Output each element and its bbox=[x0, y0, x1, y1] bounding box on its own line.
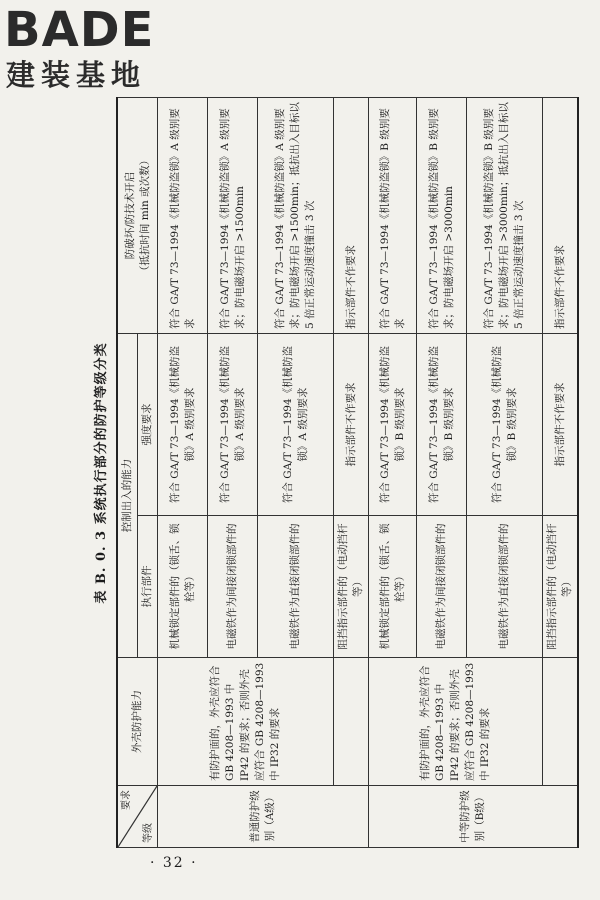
strength-cell: 符合 GA/T 73—1994《机械防盗锁》B 级别要求 bbox=[467, 334, 543, 516]
destructive-cell: 指示部件不作要求 bbox=[543, 98, 579, 334]
rotated-table-block bbox=[88, 98, 573, 848]
header-anti-destruction bbox=[117, 98, 158, 334]
table-row bbox=[334, 98, 369, 848]
actuator-cell: 电磁铁作为直接闭锁部件的 bbox=[467, 516, 543, 658]
logo-subtitle: 建装基地 bbox=[6, 58, 147, 92]
header-anti-destruction-title: 防破坏/防技术开启 bbox=[123, 171, 136, 260]
destructive-cell: 符合 GA/T 73—1994《机械防盗锁》A 级别要求 bbox=[158, 98, 208, 334]
actuator-cell: 阻挡指示部件的（电动挡杆等） bbox=[543, 516, 579, 658]
page-number: · 32 · bbox=[150, 855, 198, 871]
table-row bbox=[158, 98, 208, 848]
header-row-1 bbox=[117, 98, 138, 848]
destructive-cell: 符合 GA/T 73—1994《机械防盗锁》A 级别要求；防电磁场开启 >1500min bbox=[208, 98, 258, 334]
strength-cell: 符合 GA/T 73—1994《机械防盗锁》A 级别要求 bbox=[258, 334, 334, 516]
destructive-cell: 符合 GA/T 73—1994《机械防盗锁》B 级别要求 bbox=[369, 98, 417, 334]
actuator-cell: 电磁铁作为间接闭锁部件的 bbox=[208, 516, 258, 658]
strength-cell: 符合 GA/T 73—1994《机械防盗锁》B 级别要求 bbox=[417, 334, 467, 516]
header-access-control: 控制出入的能力 bbox=[117, 334, 138, 658]
corner-label-requirements: 要求 bbox=[121, 790, 132, 810]
destructive-cell: 指示部件不作要求 bbox=[334, 98, 369, 334]
header-anti-destruction-sub: （抵抗时间 min 或次数） bbox=[138, 154, 151, 277]
site-logo bbox=[4, 2, 154, 92]
level-cell-b: 中等防护级别（B级） bbox=[369, 786, 579, 848]
shell-cell-a: 有防护面的，外壳应符合 GB 4208—1993 中 IP42 的要求；否则外壳应符合 GB 4208—1993 中 IP32 的要求 bbox=[158, 658, 334, 786]
strength-cell: 符合 GA/T 73—1994《机械防盗锁》B 级别要求 bbox=[369, 334, 417, 516]
table-caption: 表 B. 0. 3 系统执行部分的防护等级分类 bbox=[94, 342, 109, 604]
strength-cell: 指示部件不作要求 bbox=[334, 334, 369, 516]
corner-label-level: 等级 bbox=[143, 823, 154, 843]
strength-cell: 符合 GA/T 73—1994《机械防盗锁》A 级别要求 bbox=[208, 334, 258, 516]
actuator-cell: 电磁铁作为间接闭锁部件的 bbox=[417, 516, 467, 658]
table-row bbox=[369, 98, 417, 848]
strength-cell: 符合 GA/T 73—1994《机械防盗锁》A 级别要求 bbox=[158, 334, 208, 516]
shell-cell-b: 有防护面的，外壳应符合 GB 4208—1993 中 IP42 的要求；否则外壳应符合 GB 4208—1993 中 IP32 的要求 bbox=[369, 658, 543, 786]
table-row bbox=[543, 98, 579, 848]
header-actuator: 执行部件 bbox=[138, 516, 158, 658]
actuator-cell: 机械锁定部件的（锁舌、锁栓等） bbox=[158, 516, 208, 658]
destructive-cell: 符合 GA/T 73—1994《机械防盗锁》B 级别要求；防电磁场开启 >3000min bbox=[417, 98, 467, 334]
header-strength: 强度要求 bbox=[138, 334, 158, 516]
actuator-cell: 电磁铁作为直接闭锁部件的 bbox=[258, 516, 334, 658]
header-shell-protection: 外壳防护能力 bbox=[117, 658, 158, 786]
actuator-cell: 阻挡指示部件的（电动挡杆等） bbox=[334, 516, 369, 658]
actuator-cell: 机械锁定部件的（锁舌、锁栓等） bbox=[369, 516, 417, 658]
strength-cell: 指示部件不作要求 bbox=[543, 334, 579, 516]
destructive-cell: 符合 GA/T 73—1994《机械防盗锁》A 级别要求；防电磁场开启 >1500min；抵抗出入目标以 5 倍正常运动速度撞击 3 次 bbox=[258, 98, 334, 334]
corner-header-cell bbox=[117, 786, 158, 848]
protection-level-table bbox=[116, 97, 579, 848]
logo-brand-text: BADE bbox=[4, 2, 155, 58]
level-cell-a: 普通防护级别（A级） bbox=[158, 786, 369, 848]
destructive-cell: 符合 GA/T 73—1994《机械防盗锁》B 级别要求；防电磁场开启 >3000min；抵抗出入目标以 5 倍正常运动速度撞击 3 次 bbox=[467, 98, 543, 334]
